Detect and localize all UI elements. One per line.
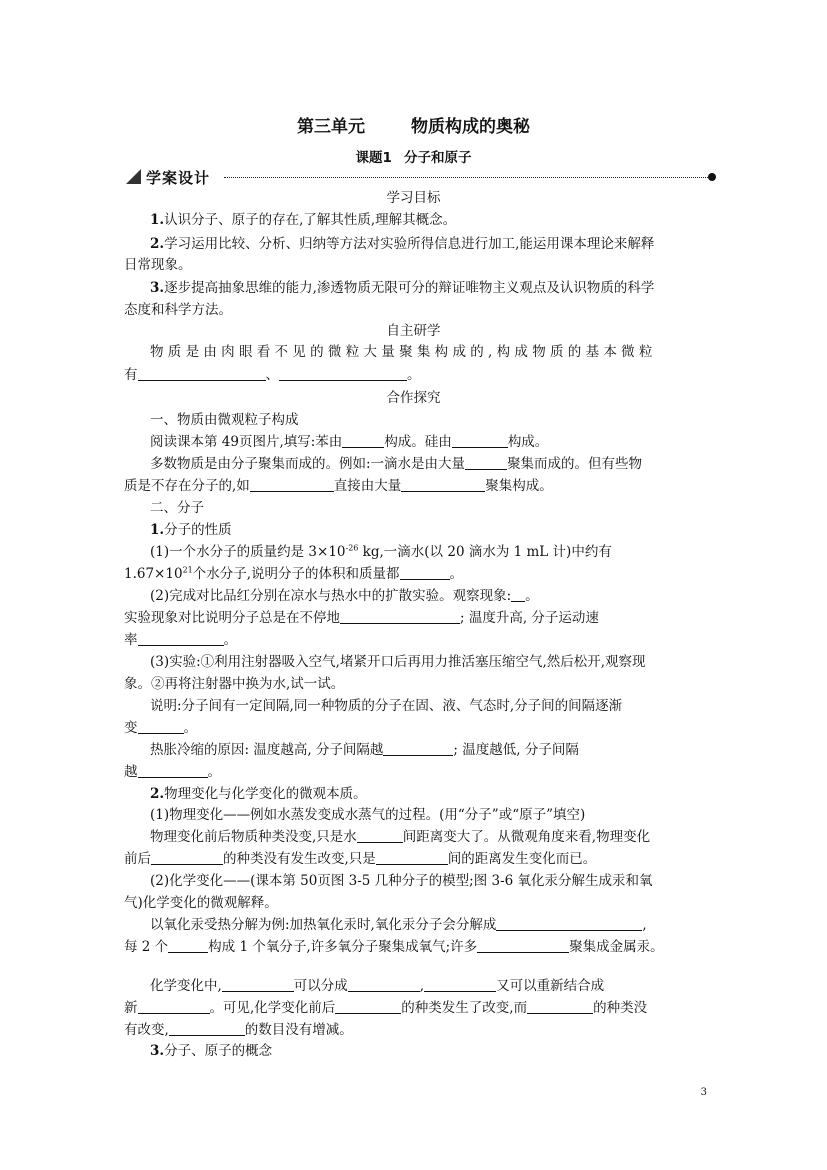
fill-blank[interactable] xyxy=(496,916,642,931)
banner-triangle-icon xyxy=(126,169,141,184)
physical-change-line1: 物理变化前后物质种类没变,只是水 间距离变大了。从微观角度来看,物理变化 xyxy=(150,829,651,845)
molecule-line1: 多数物质是由分子聚集而成的。例如:一滴水是由大量 聚集而成的。但有些物 xyxy=(150,456,643,472)
fill-blank[interactable] xyxy=(138,631,224,646)
objective-3-line2: 态度和科学方法。 xyxy=(124,302,232,318)
lesson-title-number: 课题1 xyxy=(355,150,392,166)
hgo-line1: 以氧化汞受热分解为例:加热氧化汞时,氧化汞分子会分解成 , xyxy=(150,917,647,933)
self-study-line1: 物 质 是 由 肉 眼 看 不 见 的 微 粒 大 量 聚 集 构 成 的 , 构 成 物 质 的 基 本 微 粒 xyxy=(150,344,653,360)
property-1-line2: $1.67\times 10^{21}$个水分子,说明分子的体积和质量都 。 xyxy=(124,565,464,582)
fill-blank[interactable] xyxy=(250,477,334,492)
fill-blank[interactable] xyxy=(279,366,407,381)
thermal-line1: 热胀冷缩的原因: 温度越高, 分子间隔越 ; 温度越低, 分子间隔 xyxy=(150,742,579,758)
unit-title-part2: 物质构成的奥秘 xyxy=(411,117,530,137)
explain-line1: 说明:分子间有一定间隔,同一种物质的分子在固、液、气态时,分子间的间隔逐渐 xyxy=(150,698,623,714)
property-1-line1: (1)一个水分子的质量约是 $3\times 10^{-26}$ kg,一滴水(以 20 滴水为 1 mL 计)中约有 xyxy=(150,543,612,560)
fill-blank[interactable] xyxy=(376,850,448,865)
property-2-line1: (2)完成对比品红分别在凉水与热水中的扩散实验。观察现象: 。 xyxy=(150,588,539,604)
fill-blank[interactable] xyxy=(477,938,569,953)
fill-blank[interactable] xyxy=(138,719,184,734)
fill-blank[interactable] xyxy=(342,433,384,448)
fill-blank[interactable] xyxy=(222,977,294,992)
section-banner xyxy=(124,167,716,187)
chemical-summary-line2: 新 。可见,化学变化前后 的种类发生了改变,而 的种类没 xyxy=(124,1000,648,1016)
fill-blank[interactable] xyxy=(138,366,266,381)
banner-end-dot-icon xyxy=(708,173,716,181)
banner-dotted-rule xyxy=(224,177,708,178)
chemical-summary-line3: 有改变, 的数目没有增减。 xyxy=(124,1022,353,1038)
fill-blank[interactable] xyxy=(169,1021,245,1036)
heading-self-study: 自主研学 xyxy=(386,323,441,339)
hgo-line2: 每 2 个 构成 1 个氧分子,许多氧分子聚集成氧气;许多 聚集成金属汞。 xyxy=(124,939,664,955)
read-line: 阅读课本第 49页图片,填写:苯由 构成。硅由 构成。 xyxy=(150,434,549,450)
fill-blank[interactable] xyxy=(383,741,453,756)
objective-3-line1: 3.逐步提高抽象思维的能力,渗透物质无限可分的辩证唯物主义观点及认识物质的科学 xyxy=(150,280,655,296)
objective-2-line1: 2.学习运用比较、分析、归纳等方法对实验所得信息进行加工,能运用课本理论来解释 xyxy=(150,236,655,252)
fill-blank[interactable] xyxy=(168,938,208,953)
page-number: 3 xyxy=(700,1087,707,1098)
fill-blank[interactable] xyxy=(357,828,403,843)
objective-1: 1.认识分子、原子的存在,了解其性质,理解其概念。 xyxy=(150,212,457,228)
fill-blank[interactable] xyxy=(348,977,420,992)
banner-label: 学案设计 xyxy=(146,169,211,187)
property-3-line1: (3)实验:①利用注射器吸入空气,堵紧开口后再用力推活塞压缩空气,然后松开,观察现 xyxy=(150,654,646,670)
physical-change-line2: 前后 的种类没有发生改变,只是 间的距离发生变化而已。 xyxy=(124,851,597,867)
chemical-change-line1: (2)化学变化——(课本第 50页图 3-5 几种分子的模型;图 3-6 氧化汞分解生成汞和氧 xyxy=(150,873,653,889)
heading-objectives: 学习目标 xyxy=(386,190,441,206)
unit-title-part1: 第三单元 xyxy=(297,117,365,137)
fill-blank[interactable] xyxy=(465,455,507,470)
physical-change-line: (1)物理变化——例如水蒸发变成水蒸气的过程。(用“分子”或“原子”填空) xyxy=(150,807,586,823)
fill-blank[interactable] xyxy=(138,763,208,778)
lesson-title xyxy=(0,146,827,166)
chemical-change-line2: 气)化学变化的微观解释。 xyxy=(124,895,278,911)
subsection-1-title: 一、物质由微观粒子构成 xyxy=(150,412,299,428)
heading-cooperation: 合作探究 xyxy=(386,390,441,406)
fill-blank[interactable] xyxy=(138,999,210,1014)
chemical-summary-line1: 化学变化中, 可以分成 , 又可以重新结合成 xyxy=(150,978,605,994)
property-2-line3: 率 。 xyxy=(124,632,237,648)
fill-blank[interactable] xyxy=(527,999,593,1014)
property-3-line2: 象。②再将注射器中换为水,试一试。 xyxy=(124,676,345,692)
fill-blank[interactable] xyxy=(340,609,460,624)
lesson-title-text: 分子和原子 xyxy=(403,150,472,166)
fill-blank[interactable] xyxy=(151,850,223,865)
fill-blank[interactable] xyxy=(424,977,496,992)
self-study-line2: 有 、 。 xyxy=(124,367,421,383)
subsection-2-title: 二、分子 xyxy=(150,500,204,516)
property-2-line2: 实验现象对比说明分子总是在不停地 ; 温度升高, 分子运动速 xyxy=(124,610,599,626)
concept-title: 3.分子、原子的概念 xyxy=(150,1043,273,1059)
explain-line2: 变 。 xyxy=(124,720,197,736)
property-title: 1.分子的性质 xyxy=(150,522,232,538)
fill-blank[interactable] xyxy=(401,477,485,492)
fill-blank[interactable] xyxy=(511,587,525,602)
change-title: 2.物理变化与化学变化的微观本质。 xyxy=(150,786,367,802)
thermal-line2: 越 。 xyxy=(124,764,221,780)
molecule-line2: 质是不存在分子的,如 直接由大量 聚集构成。 xyxy=(124,478,553,494)
fill-blank[interactable] xyxy=(400,565,450,580)
objective-2-line2: 日常现象。 xyxy=(124,257,192,273)
fill-blank[interactable] xyxy=(335,999,401,1014)
unit-title xyxy=(0,112,827,137)
fill-blank[interactable] xyxy=(452,433,508,448)
